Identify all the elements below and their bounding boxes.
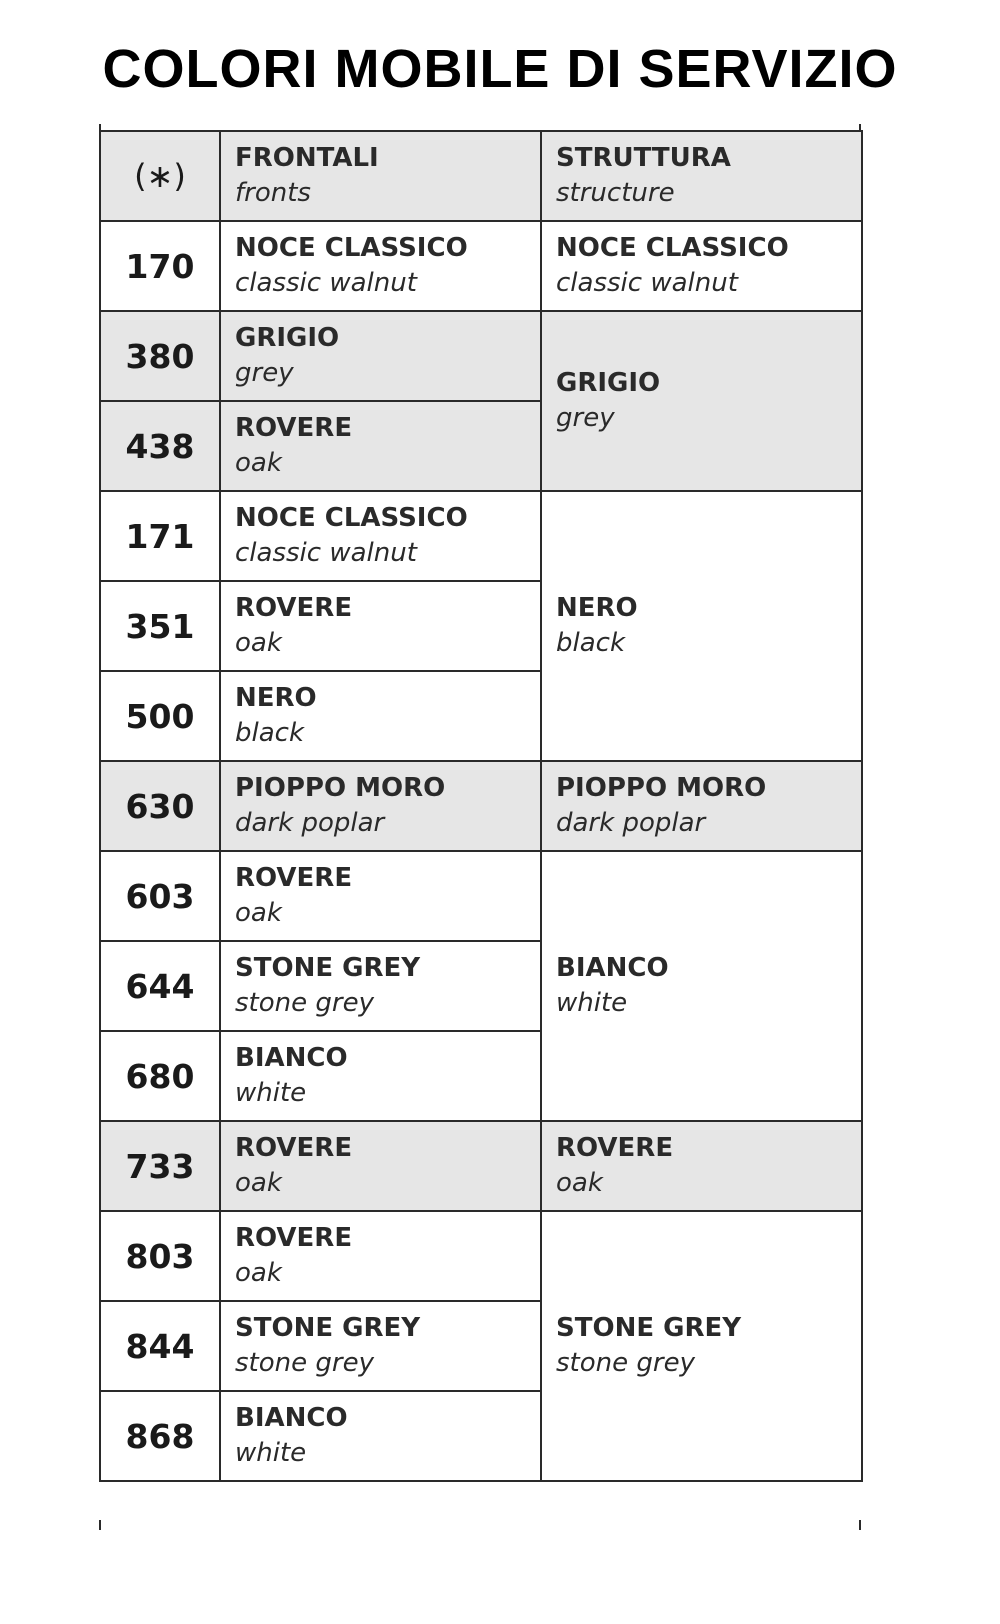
fronts-header-en: fronts	[235, 178, 311, 208]
structure-name-en: black	[556, 628, 626, 658]
front-cell	[220, 761, 541, 851]
structure-header-it: STRUTTURA	[556, 143, 731, 173]
table-row	[100, 491, 862, 581]
front-name-it: NOCE CLASSICO	[235, 233, 468, 263]
front-cell	[220, 941, 541, 1031]
code-column-header: (∗)	[100, 131, 220, 221]
front-name-it: BIANCO	[235, 1403, 348, 1433]
structure-cell	[541, 851, 862, 1121]
front-name-it: NERO	[235, 683, 317, 713]
structure-name-it: PIOPPO MORO	[556, 773, 767, 803]
front-name-en: oak	[235, 448, 282, 478]
table-row	[100, 851, 862, 941]
front-name-it: ROVERE	[235, 1223, 353, 1253]
color-code: 868	[100, 1391, 220, 1481]
structure-cell	[541, 491, 862, 761]
front-name-en: oak	[235, 628, 282, 658]
color-code: 844	[100, 1301, 220, 1391]
structure-cell	[541, 221, 862, 311]
table-row	[100, 761, 862, 851]
front-name-it: NOCE CLASSICO	[235, 503, 468, 533]
front-name-en: stone grey	[235, 1348, 374, 1378]
front-name-it: STONE GREY	[235, 1313, 421, 1343]
front-cell	[220, 221, 541, 311]
structure-name-en: classic walnut	[556, 268, 738, 298]
table-row	[100, 311, 862, 401]
table-bottom-overhang-right	[859, 1520, 861, 1530]
front-cell	[220, 1121, 541, 1211]
front-cell	[220, 671, 541, 761]
front-name-it: GRIGIO	[235, 323, 340, 353]
structure-column-header	[541, 131, 862, 221]
color-table	[99, 130, 863, 1482]
front-name-en: white	[235, 1438, 307, 1468]
front-cell	[220, 1301, 541, 1391]
page-title: COLORI MOBILE DI SERVIZIO	[102, 39, 898, 99]
structure-name-it: BIANCO	[556, 953, 669, 983]
color-code: 680	[100, 1031, 220, 1121]
front-cell	[220, 581, 541, 671]
table-top-overhang-right	[859, 124, 861, 132]
front-name-en: dark poplar	[235, 808, 385, 838]
front-name-it: ROVERE	[235, 863, 353, 893]
color-code: 500	[100, 671, 220, 761]
structure-name-it: ROVERE	[556, 1133, 674, 1163]
structure-name-en: oak	[556, 1168, 603, 1198]
color-code: 438	[100, 401, 220, 491]
color-code: 170	[100, 221, 220, 311]
structure-name-it: NERO	[556, 593, 638, 623]
front-name-it: PIOPPO MORO	[235, 773, 446, 803]
table-bottom-overhang-left	[99, 1520, 101, 1530]
structure-cell	[541, 311, 862, 491]
structure-name-it: STONE GREY	[556, 1313, 742, 1343]
front-name-en: oak	[235, 1168, 282, 1198]
color-code: 630	[100, 761, 220, 851]
front-name-en: stone grey	[235, 988, 374, 1018]
structure-cell	[541, 1211, 862, 1481]
front-name-it: ROVERE	[235, 593, 353, 623]
structure-name-it: NOCE CLASSICO	[556, 233, 789, 263]
front-cell	[220, 1391, 541, 1481]
front-name-it: ROVERE	[235, 1133, 353, 1163]
structure-name-en: white	[556, 988, 628, 1018]
color-code: 603	[100, 851, 220, 941]
front-name-en: oak	[235, 898, 282, 928]
front-name-en: oak	[235, 1258, 282, 1288]
color-code: 733	[100, 1121, 220, 1211]
structure-name-it: GRIGIO	[556, 368, 661, 398]
front-cell	[220, 1211, 541, 1301]
color-code: 351	[100, 581, 220, 671]
front-name-en: classic walnut	[235, 268, 417, 298]
front-name-en: black	[235, 718, 305, 748]
front-name-en: white	[235, 1078, 307, 1108]
color-code: 171	[100, 491, 220, 581]
table-row	[100, 1121, 862, 1211]
structure-header-en: structure	[556, 178, 675, 208]
table-row	[100, 1211, 862, 1301]
structure-cell	[541, 761, 862, 851]
front-cell	[220, 401, 541, 491]
table-header-row	[100, 131, 862, 221]
fronts-header-it: FRONTALI	[235, 143, 379, 173]
front-cell	[220, 311, 541, 401]
structure-cell	[541, 1121, 862, 1211]
front-cell	[220, 491, 541, 581]
fronts-column-header	[220, 131, 541, 221]
structure-name-en: grey	[556, 403, 615, 433]
structure-name-en: stone grey	[556, 1348, 695, 1378]
color-code: 644	[100, 941, 220, 1031]
front-name-it: STONE GREY	[235, 953, 421, 983]
front-cell	[220, 1031, 541, 1121]
front-name-it: ROVERE	[235, 413, 353, 443]
color-code: 380	[100, 311, 220, 401]
table-row	[100, 221, 862, 311]
front-name-en: classic walnut	[235, 538, 417, 568]
front-name-it: BIANCO	[235, 1043, 348, 1073]
front-cell	[220, 851, 541, 941]
front-name-en: grey	[235, 358, 294, 388]
table-top-overhang-left	[99, 124, 101, 132]
structure-name-en: dark poplar	[556, 808, 706, 838]
color-code: 803	[100, 1211, 220, 1301]
